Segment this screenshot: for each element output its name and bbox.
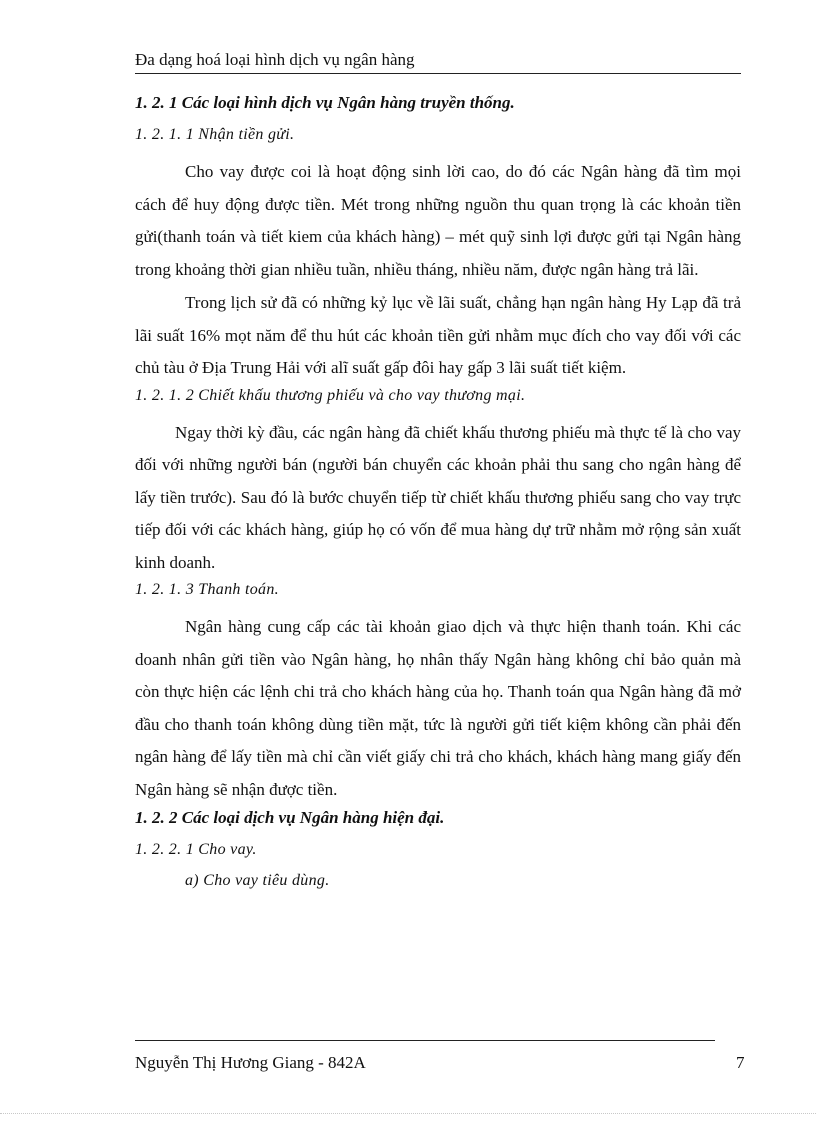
paragraph: Cho vay được coi là hoạt động sinh lời cao, do đó các Ngân hàng đã tìm mọi cách để huy động được tiền. Mét trong những nguồn thu quan trọng là các khoản tiền gửi(thanh toán và tiết kiem của khách hàng) – mét quỹ sinh lợi được gửi tại Ngân hàng trong khoảng thời gian nhiều tuần, nhiều tháng, nhiều năm, được ngân hàng trả lãi. bbox=[135, 162, 741, 279]
list-item-a: a) Cho vay tiêu dùng. bbox=[185, 872, 330, 889]
page-edge-divider bbox=[0, 1113, 816, 1114]
page-number: 7 bbox=[736, 1053, 745, 1072]
running-header: Đa dạng hoá loại hình dịch vụ ngân hàng bbox=[135, 49, 741, 74]
paragraph: Ngay thời kỳ đầu, các ngân hàng đã chiết khấu thương phiếu mà thực tế là cho vay đối với những người bán (người bán chuyển các khoản phải thu sang cho ngân hàng để lấy tiền trước). Sau đó là bước chuyển tiếp từ chiết khấu thương phiếu sang cho vay trực tiếp đối với các khách hàng, giúp họ có vốn để mua hàng dự trữ nhằm mở rộng sản xuất kinh doanh. bbox=[135, 422, 741, 572]
footer-author: Nguyễn Thị Hương Giang - 842A bbox=[135, 1053, 366, 1072]
paragraph: Trong lịch sử đã có những kỷ lục về lãi suất, chẳng hạn ngân hàng Hy Lạp đã trả lãi suất 16% mọt năm để thu hút các khoản tiền gửi nhằm mục đích cho vay đối với các chủ tàu ở Địa Trung Hải với alĩ suất gấp đôi hay gấp 3 lãi suất tiết kiệm. bbox=[135, 293, 741, 377]
section-heading-1-2-2: 1. 2. 2 Các loại dịch vụ Ngân hàng hiện đại. bbox=[135, 808, 445, 827]
section-heading-1-2-1: 1. 2. 1 Các loại hình dịch vụ Ngân hàng truyền thống. bbox=[135, 93, 515, 112]
page-body bbox=[135, 92, 741, 902]
subsection-heading-1-2-1-1: 1. 2. 1. 1 Nhận tiền gửi. bbox=[135, 126, 295, 143]
subsection-heading-1-2-1-3: 1. 2. 1. 3 Thanh toán. bbox=[135, 581, 279, 598]
subsection-heading-1-2-2-1: 1. 2. 2. 1 Cho vay. bbox=[135, 841, 257, 858]
footer-rule bbox=[135, 1040, 715, 1041]
subsection-heading-1-2-1-2: 1. 2. 1. 2 Chiết khấu thương phiếu và cho vay thương mại. bbox=[135, 386, 526, 404]
paragraph: Ngân hàng cung cấp các tài khoản giao dịch và thực hiện thanh toán. Khi các doanh nhân gửi tiền vào Ngân hàng, họ nhân thấy Ngân hàng không chỉ bảo quản mà còn thực hiện các lệnh chi trả cho khách hàng của họ. Thanh toán qua Ngân hàng đã mở đầu cho thanh toán không dùng tiền mặt, tức là người gửi tiết kiệm không cần phải đến ngân hàng để lấy tiền mà chỉ cần viết giấy chi trả cho khách, khách hàng mang giấy đến Ngân hàng sẽ nhận được tiền. bbox=[135, 617, 741, 799]
